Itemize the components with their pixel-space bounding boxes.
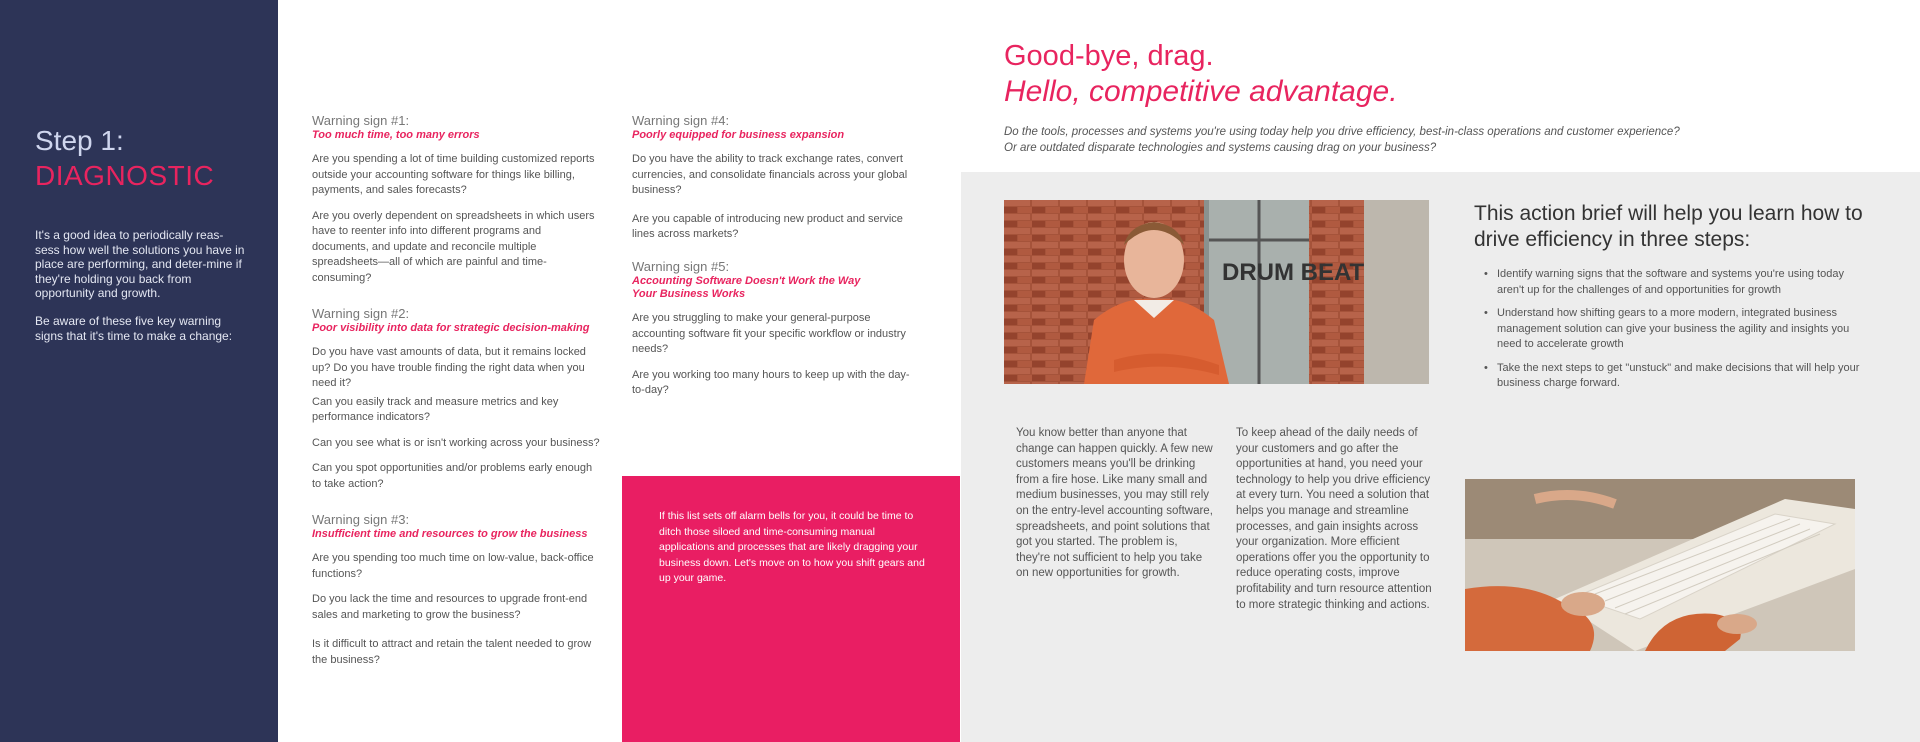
action-brief-item: • Take the next steps to get "unstuck" and make decisions that will help your business charge forward.: [1478, 361, 1868, 392]
warning-sign-paragraph: Do you have vast amounts of data, but it remains locked up? Do you have trouble finding the right data when you need it?: [312, 346, 586, 389]
warning-sign-title: Poor visibility into data for strategic decision-making: [312, 322, 590, 334]
headline-goodbye: Good-bye, drag.: [1004, 40, 1214, 72]
body-column-1: You know better than anyone that change can happen quickly. A few new customers means you'll be drinking from a fire hose. Like many small and medium businesses, you may still rely on the entry-level accounting software, spreadsheets, and point solutions that got you started. The problem is, they're not sufficient to help you take on new opportunities for growth.: [1016, 427, 1213, 580]
headline-advantage: Hello, competitive advantage.: [1004, 75, 1398, 108]
action-brief-item: • Identify warning signs that the software and systems you're using today aren't up for the challenges of and opportunities for growth: [1478, 267, 1868, 298]
sidebar-warning-paragraph: Be aware of these five key warning signs that it's time to make a change:: [35, 314, 233, 343]
warning-sign-paragraph: Are you struggling to make your general-purpose accounting software fit your specific workflow or industry needs?: [632, 312, 906, 355]
warning-sign-label: Warning sign #2:: [312, 306, 410, 321]
warning-sign-paragraph: Are you spending too much time on low-value, back-office functions?: [312, 552, 594, 580]
keyboard-photo: [1465, 479, 1855, 651]
warning-sign-paragraph: Is it difficult to attract and retain the talent needed to grow the business?: [312, 638, 592, 666]
warning-sign-paragraph: Are you overly dependent on spreadsheets in which users have to reenter info into different programs and documents, and update and reconcile multiple spreadsheets—all of which are painful and time-consuming?: [312, 209, 595, 284]
action-brief-item: • Understand how shifting gears to a more modern, integrated business management solution can give your business the agility and insights you need to accelerate growth: [1478, 306, 1868, 353]
sidebar-intro-paragraph: It's a good idea to periodically reas-sess how well the solutions you have in place are performing, and deter-mine if they're holding you back from opportunity and growth.: [35, 228, 245, 301]
warning-sign-title: Too much time, too many errors: [312, 129, 480, 141]
man-photo-illustration: [1004, 200, 1429, 384]
callout-text: If this list sets off alarm bells for you, it could be time to ditch those siloed and time-consuming manual applications and processes that are likely dragging your business down. Let's move on to how you shift gears and up your game.: [659, 510, 925, 584]
step-label: Step 1:: [35, 125, 124, 156]
sidebar-panel: [0, 0, 278, 742]
warning-sign-title: Insufficient time and resources to grow the business: [312, 528, 588, 540]
warning-sign-2: [312, 306, 600, 492]
action-brief-list: [1478, 267, 1868, 400]
keyboard-photo-illustration: [1465, 479, 1855, 651]
shop-sign-text: DRUM BEAT: [1222, 259, 1365, 286]
intro-line-1: Do the tools, processes and systems you're using today help you drive efficiency, best-in-class operations and customer experience?: [1004, 126, 1680, 138]
warning-sign-paragraph: Can you easily track and measure metrics and key performance indicators?: [312, 395, 559, 423]
warning-sign-label: Warning sign #1:: [312, 113, 410, 128]
warning-sign-paragraph: Can you see what is or isn't working across your business?: [312, 436, 600, 449]
warning-sign-paragraph: Are you working too many hours to keep up with the day-to-day?: [632, 368, 910, 396]
body-column-2: To keep ahead of the daily needs of your customers and go after the opportunities at hand, you need your technology to help you drive efficiency at every turn. You need a solution that helps you manage and streamline processes, and gain insights across your organization. More efficient operations offer you the opportunity to reduce operating costs, improve profitability and turn resource attention to more strategic thinking and actions.: [1236, 427, 1432, 611]
warning-sign-5: [632, 259, 914, 399]
warning-sign-title: Poorly equipped for business expansion: [632, 129, 845, 141]
warning-sign-paragraph: Do you have the ability to track exchange rates, convert currencies, and consolidate financials across your global business?: [632, 153, 908, 196]
warning-sign-paragraph: Do you lack the time and resources to upgrade front-end sales and marketing to grow the business?: [312, 593, 588, 621]
warning-sign-4: [632, 113, 914, 243]
intro-text: [1004, 124, 1804, 156]
warning-sign-3: [312, 512, 600, 668]
action-brief-heading: This action brief will help you learn how to drive efficiency in three steps:: [1474, 202, 1863, 251]
warning-sign-paragraph: Can you spot opportunities and/or problems early enough to take action?: [312, 462, 593, 490]
intro-line-2: Or are outdated disparate technologies and systems causing drag on your business?: [1004, 142, 1437, 154]
warning-sign-title: Accounting Software Doesn't Work the Way Your Business Works: [632, 275, 861, 300]
warning-sign-paragraph: Are you capable of introducing new product and service lines across markets?: [632, 212, 903, 240]
man-photo: [1004, 200, 1429, 384]
warning-sign-label: Warning sign #5:: [632, 259, 730, 274]
warning-sign-label: Warning sign #4:: [632, 113, 730, 128]
callout-box: [622, 476, 960, 742]
warning-sign-paragraph: Are you spending a lot of time building customized reports outside your accounting software for things like billing, payments, and sales forecasts?: [312, 153, 595, 196]
warning-sign-label: Warning sign #3:: [312, 512, 410, 527]
warning-sign-1: [312, 113, 600, 286]
step-title: DIAGNOSTIC: [35, 160, 215, 191]
